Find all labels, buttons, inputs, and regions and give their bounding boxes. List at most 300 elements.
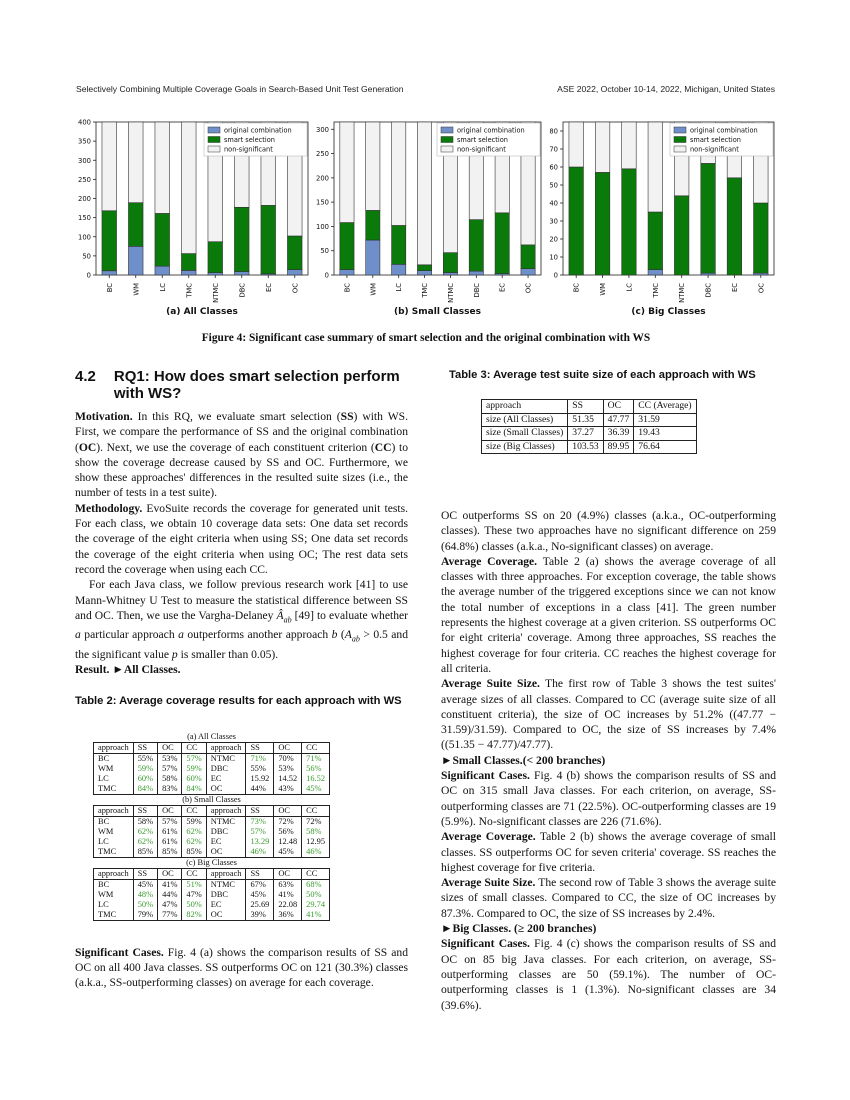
paragraph-significant-cases-big (441, 936, 776, 1012)
y-tick-label: 300 (78, 156, 91, 165)
x-tick-label: OC (757, 283, 766, 294)
table-2-cell: 62% (182, 827, 206, 837)
table-2-cell: 45% (246, 890, 274, 900)
table-2-cell: 59% (133, 764, 157, 774)
table-3-header-cell: approach (482, 400, 568, 414)
chart-subtitle: (a) All Classes (166, 307, 238, 317)
x-tick-label: NTMC (678, 283, 687, 303)
table-3-cell: 47.77 (603, 413, 634, 427)
section-number: 4.2 (75, 368, 96, 385)
legend-swatch (674, 127, 686, 133)
table-2-cell: 60% (133, 774, 157, 784)
paragraph-methodology (75, 501, 408, 577)
x-tick-label: LC (395, 283, 404, 292)
running-header-venue: ASE 2022, October 10-14, 2022, Michigan, United States (557, 84, 775, 94)
legend-swatch (441, 127, 453, 133)
table-2-cell: 83% (158, 784, 182, 795)
text-run: Table 2 (b) shows the average coverage of small classes. SS outperforms OC for seven criteria' coverage. SS reaches the highest coverage for five criteria. (441, 830, 777, 874)
bar-segment-non-significant (417, 122, 431, 265)
table-3-header-cell: SS (568, 400, 603, 414)
running-header-title: Selectively Combining Multiple Coverage Goals in Search-Based Unit Test Generation (76, 84, 404, 94)
right-column (441, 368, 776, 1013)
x-tick-label: EC (730, 283, 739, 293)
bar-segment-smart-selection (234, 207, 249, 271)
table-row (482, 440, 697, 454)
bold-run: OC (78, 440, 97, 454)
chart-subtitle: (b) Small Classes (394, 307, 481, 317)
legend-label: smart selection (690, 136, 741, 144)
legend-label: smart selection (457, 136, 508, 144)
bold-run: ►Big Classes. (≥ 200 branches) (441, 922, 597, 936)
table-3-header-cell: OC (603, 400, 634, 414)
table-2-header-cell: OC (158, 868, 182, 879)
table-2-cell: NTMC (206, 816, 246, 827)
table-2-cell: 73% (246, 816, 274, 827)
bar-segment-smart-selection (595, 172, 610, 275)
table-row (482, 413, 697, 427)
table-2-cell: 68% (302, 879, 330, 890)
table-2-cell: WM (94, 764, 134, 774)
bar-segment-non-significant (392, 122, 406, 225)
table-2-cell: EC (206, 837, 246, 847)
table-2-cell: 12.95 (302, 837, 330, 847)
x-tick-label: DBC (238, 283, 247, 298)
chart-big-classes (543, 112, 776, 322)
table-2-cell: 46% (302, 847, 330, 858)
y-tick-label: 0 (86, 271, 91, 280)
chart-all-classes (76, 112, 310, 322)
table-2-group-title: (a) All Classes (187, 731, 236, 741)
table-2-cell: BC (94, 879, 134, 890)
table-2-cell: 25.69 (246, 900, 274, 910)
table-2-header-cell: OC (158, 742, 182, 753)
y-tick-label: 20 (549, 235, 558, 244)
table-2-header-cell: SS (246, 805, 274, 816)
paragraph-average-coverage-all (441, 554, 776, 676)
y-tick-label: 350 (78, 137, 91, 146)
table-2-cell: TMC (94, 847, 134, 858)
math-variable: a (75, 628, 81, 642)
legend-label: smart selection (224, 136, 275, 144)
table-2-header-cell: SS (133, 868, 157, 879)
text-run: ) to show the coverage decrease caused by SS and OC. Furthermore, we show these approaches' differences in the resulted suite sizes (i.e., the number of tests in a test suite). (75, 440, 408, 500)
table-2-cell: 71% (246, 753, 274, 764)
table-2-cell: 72% (274, 816, 302, 827)
table-2-cell: 56% (302, 764, 330, 774)
table-3-cell: 36.39 (603, 427, 634, 441)
y-tick-label: 200 (316, 174, 329, 183)
bold-run: Motivation. (75, 410, 133, 423)
legend-swatch (208, 137, 220, 143)
bold-run: Significant Cases. (441, 937, 530, 951)
text-run: Fig. 4 (a) shows the comparison results of SS and OC on all 400 Java classes. SS outperforms OC on 121 (30.3%) classes (a.k.a., SS-outperforming classes) on average for each coverage. (75, 945, 408, 990)
table-2-caption: Table 2: Average coverage results for each approach with WS (75, 694, 402, 707)
table-2-header-cell: SS (246, 868, 274, 879)
bar-segment-non-significant (622, 122, 637, 169)
bar-segment-original-combination (181, 270, 196, 275)
bar-segment-smart-selection (128, 203, 143, 247)
legend-swatch (208, 146, 220, 152)
table-2-cell: OC (206, 910, 246, 921)
paragraph-mann-whitney: For each Java class, we follow previous research work [41] to use Mann-Whitney U Test to measure the statistical difference between SS and OC. Then, we use the Vargha-Delaney $Â_{ab}$ [49] to evaluate whether a particular approach a outperforms another approach b ($A_{ab} > 0.5$ and the significant value p is smaller than 0.05). (75, 578, 409, 662)
table-2-cell: 56% (274, 827, 302, 837)
table-2-cell: 84% (182, 784, 206, 795)
table-3-cell: 103.53 (568, 440, 603, 454)
bar-segment-smart-selection (495, 213, 509, 274)
text-run: In this RQ, we evaluate smart selection ( (132, 410, 341, 423)
y-tick-label: 10 (549, 253, 558, 262)
y-tick-label: 70 (549, 145, 558, 154)
bar-segment-original-combination (366, 240, 380, 275)
table-2-cell: 85% (158, 847, 182, 858)
paragraph-motivation (75, 409, 408, 501)
section-title: RQ1: How does smart selection perform with WS? (113, 368, 400, 402)
table-row (94, 764, 330, 774)
table-2-cell: 46% (246, 847, 274, 858)
table-2-cell: 62% (133, 827, 157, 837)
table-2-cell: OC (206, 784, 246, 795)
bar-segment-smart-selection (754, 203, 769, 273)
legend-label: original combination (690, 126, 758, 135)
table-2-header-cell: CC (182, 868, 206, 879)
y-tick-label: 150 (78, 214, 91, 223)
bar-segment-original-combination (128, 246, 143, 275)
x-tick-label: BC (343, 283, 352, 293)
bar-segment-smart-selection (102, 211, 117, 271)
table-2-cell: 53% (158, 753, 182, 764)
text-run: The first row of Table 3 shows the test suites' average sizes of all classes. Compared to CC (average suite size of all constituent criteria), the size of OC increases by 51.2% ((47.77 − 31.59)/31.59). Compared to OC, the size of SS increases by 7.4% ((51.35 − 47.77)/47.77). (441, 677, 776, 752)
legend-swatch (208, 127, 220, 133)
table-2-cell: 36% (274, 910, 302, 921)
table-2-header-cell: OC (274, 742, 302, 753)
y-tick-label: 50 (82, 252, 91, 261)
table-2-header-cell: CC (302, 742, 330, 753)
y-tick-label: 100 (78, 233, 91, 242)
table-2-cell: DBC (206, 764, 246, 774)
table-2-cell: BC (94, 816, 134, 827)
table-2-cell: 48% (133, 890, 157, 900)
bar-segment-original-combination (417, 271, 431, 275)
bar-segment-non-significant (340, 122, 354, 223)
table-2-cell: 59% (182, 764, 206, 774)
bold-run: Average Coverage. (441, 554, 538, 568)
table-2-cell: 45% (133, 879, 157, 890)
x-tick-label: NTMC (211, 283, 220, 303)
table-2-cell: 58% (158, 774, 182, 784)
table-3-header-cell: CC (Average) (634, 400, 696, 414)
bold-run: Average Suite Size. (441, 677, 540, 691)
bar-segment-original-combination (287, 270, 302, 275)
table-3 (481, 399, 697, 454)
legend-swatch (441, 137, 453, 143)
bar-segment-original-combination (469, 271, 483, 275)
table-2-cell: 59% (182, 816, 206, 827)
y-tick-label: 250 (316, 150, 329, 159)
x-tick-label: OC (524, 283, 533, 294)
y-tick-label: 100 (316, 222, 329, 231)
bar-segment-smart-selection (181, 254, 196, 271)
legend-swatch (674, 137, 686, 143)
bar-segment-smart-selection (261, 205, 276, 273)
table-2-cell: OC (206, 847, 246, 858)
table-2-cell: 72% (302, 816, 330, 827)
bar-segment-non-significant (155, 122, 170, 213)
table-2-header-cell: OC (274, 868, 302, 879)
bar-segment-original-combination (521, 269, 535, 275)
table-2-cell: 16.52 (302, 774, 330, 784)
y-tick-label: 300 (316, 125, 329, 134)
table-2-cell: 85% (182, 847, 206, 858)
table-2-cell: 57% (158, 816, 182, 827)
table-2-cell: NTMC (206, 753, 246, 764)
legend-label: non-significant (457, 145, 506, 154)
text-run: Fig. 4 (c) shows the comparison results of SS and OC on 85 big Java classes. For each criterion, on average, SS-outperforming classes are 50 (59.1%). The number of OC-outperforming classes is 1 (1.3%). No-significant classes are 34 (39.6%). (441, 937, 776, 1012)
table-3-cell: 37.27 (568, 427, 603, 441)
bar-segment-smart-selection (622, 169, 637, 275)
table-2-cell: 45% (274, 847, 302, 858)
bar-segment-original-combination (208, 273, 223, 275)
x-tick-label: BC (105, 283, 114, 293)
bar-segment-original-combination (155, 266, 170, 275)
math-variable: p (171, 648, 178, 662)
table-2-cell: NTMC (206, 879, 246, 890)
table-row (94, 900, 330, 910)
math-symbol: $Â_{ab}$ (276, 608, 292, 625)
bar-segment-smart-selection (208, 242, 223, 273)
paragraph-significant-cases-all (75, 945, 408, 991)
table-2-cell: 79% (133, 910, 157, 921)
table-2-header-cell: approach (94, 742, 134, 753)
table-2-cell: 84% (133, 784, 157, 795)
table-3-cell: 51.35 (568, 413, 603, 427)
bold-run: Result. (75, 663, 110, 677)
table-2-header-cell: SS (133, 742, 157, 753)
table-2-header-cell: approach (206, 805, 246, 816)
figure-4 (76, 112, 776, 322)
table-3-cell: 31.59 (634, 413, 696, 427)
legend-label: original combination (224, 126, 292, 135)
bar-segment-non-significant (102, 122, 117, 211)
y-tick-label: 50 (320, 247, 329, 256)
y-tick-label: 0 (553, 271, 558, 280)
table-2-cell: 85% (133, 847, 157, 858)
bold-run: Average Suite Size. (441, 876, 536, 890)
bar-segment-non-significant (569, 122, 584, 167)
y-tick-label: 400 (78, 118, 91, 127)
table-2-cell: LC (94, 837, 134, 847)
table-2-header-cell: OC (274, 805, 302, 816)
table-2-header-cell: CC (182, 805, 206, 816)
bar-segment-smart-selection (417, 265, 431, 271)
x-tick-label: LC (625, 283, 634, 292)
bar-segment-smart-selection (340, 223, 354, 270)
table-2-cell: TMC (94, 910, 134, 921)
table-2-cell: 47% (158, 900, 182, 910)
table-3-cell: size (All Classes) (482, 413, 568, 427)
bold-run: Significant Cases. (75, 945, 164, 959)
math-symbol: $A_{ab}$ (344, 628, 360, 644)
table-row (94, 910, 330, 921)
y-tick-label: 0 (324, 271, 329, 280)
y-tick-label: 250 (78, 175, 91, 184)
table-2-cell: 63% (274, 879, 302, 890)
legend-label: non-significant (690, 145, 739, 154)
x-tick-label: OC (291, 283, 300, 294)
x-tick-label: TMC (185, 283, 194, 298)
paragraph-result (75, 662, 408, 677)
x-tick-label: WM (369, 283, 378, 296)
paragraph-suite-size-all (441, 676, 776, 752)
y-tick-label: 150 (316, 198, 329, 207)
table-2-cell: 44% (246, 784, 274, 795)
bar-segment-original-combination (102, 271, 117, 275)
table-2-header-cell: approach (206, 868, 246, 879)
table-2-cell: EC (206, 900, 246, 910)
table-3-cell: 89.95 (603, 440, 634, 454)
bar-segment-original-combination (443, 273, 457, 275)
table-2-cell: 57% (182, 753, 206, 764)
table-2-cell: 45% (302, 784, 330, 795)
bar-segment-smart-selection (648, 212, 663, 270)
bold-run: Significant Cases. (441, 769, 530, 783)
table-2-group-title: (b) Small Classes (182, 794, 241, 804)
table-2-cell: DBC (206, 890, 246, 900)
text-run: ) with WS. First, we compare the performance of SS and the original combination ( (75, 410, 408, 454)
y-tick-label: 40 (549, 199, 558, 208)
chart-subtitle: (c) Big Classes (631, 307, 706, 317)
bar-segment-smart-selection (521, 245, 535, 269)
table-2-header-cell: approach (94, 805, 134, 816)
table-2-cell: 29.74 (302, 900, 330, 910)
table-row (94, 847, 330, 858)
table-2-cell: 62% (182, 837, 206, 847)
bar-segment-non-significant (366, 122, 380, 210)
table-2-cell: WM (94, 890, 134, 900)
table-2-cell: WM (94, 827, 134, 837)
text-run: Fig. 4 (b) shows the comparison results of SS and OC on 315 small Java classes. For each criterion, on average, SS-outperforming classes are 71 (22.5%). OC-outperforming classes are 19 (5.9%). No-significant classes are 226 (71.6%). (441, 769, 776, 828)
table-2-cell: 77% (158, 910, 182, 921)
x-tick-label: NTMC (446, 283, 455, 303)
x-tick-label: TMC (651, 283, 660, 298)
x-tick-label: EC (264, 283, 273, 293)
x-tick-label: WM (599, 283, 608, 296)
bar-segment-smart-selection (366, 210, 380, 240)
table-row (94, 784, 330, 795)
bar-segment-non-significant (181, 122, 196, 254)
table-2-cell: 50% (182, 900, 206, 910)
heading-small-classes (441, 753, 776, 768)
bar-segment-smart-selection (287, 236, 302, 270)
paragraph-suite-size-small (441, 875, 776, 921)
paragraph-average-coverage-small (441, 829, 776, 875)
math-variable: b (331, 628, 338, 642)
table-2-cell: 70% (274, 753, 302, 764)
text-run: EvoSuite records the coverage for generated unit tests. For each class, we obtain 10 coverage data sets: One data set records the coverage of the eight criteria when using SS; One data set records the coverage of the eight criteria when using OC; The rest data sets record the coverage when using each CC. (75, 501, 408, 576)
table-2-cell: 51% (182, 879, 206, 890)
legend-swatch (441, 146, 453, 152)
table-3-cell: 76.64 (634, 440, 696, 454)
table-2-header-cell: approach (94, 868, 134, 879)
table-2-cell: 50% (133, 900, 157, 910)
table-2-cell: 71% (302, 753, 330, 764)
table-2-cell: 44% (158, 890, 182, 900)
bold-run: ►All Classes. (109, 663, 181, 677)
bar-segment-original-combination (648, 270, 663, 275)
table-2-cell: 13.29 (246, 837, 274, 847)
table-2-cell: 41% (302, 910, 330, 921)
y-tick-label: 60 (549, 163, 558, 172)
table-2-cell: TMC (94, 784, 134, 795)
table-2-group-title: (c) Big Classes (186, 857, 237, 867)
chart-small-classes (310, 112, 543, 322)
table-row (94, 837, 330, 847)
table-2-cell: DBC (206, 827, 246, 837)
table-row (94, 890, 330, 900)
table-row (94, 753, 330, 764)
table-2-cell: BC (94, 753, 134, 764)
bar-segment-original-combination (234, 272, 249, 275)
table-2-cell: 62% (133, 837, 157, 847)
bar-segment-original-combination (340, 270, 354, 275)
bar-segment-non-significant (128, 122, 143, 203)
bar-segment-original-combination (392, 264, 406, 275)
legend-label: non-significant (224, 145, 273, 154)
table-2-header-cell: SS (133, 805, 157, 816)
table-2-cell: 22.08 (274, 900, 302, 910)
bar-segment-smart-selection (443, 253, 457, 273)
table-2-cell: 57% (246, 827, 274, 837)
table-row (94, 827, 330, 837)
table-2-header-cell: CC (182, 742, 206, 753)
text-run: ). Next, we use the coverage of each constituent criterion ( (96, 440, 375, 454)
table-2-cell: 55% (133, 753, 157, 764)
table-2-cell: 15.92 (246, 774, 274, 784)
table-2-cell: 61% (158, 827, 182, 837)
table-3-caption: Table 3: Average test suite size of each approach with WS (449, 369, 756, 381)
table-2-cell: 41% (158, 879, 182, 890)
table-2-cell: 61% (158, 837, 182, 847)
table-2-cell: 57% (158, 764, 182, 774)
left-column (75, 368, 408, 991)
table-2-cell: 41% (274, 890, 302, 900)
y-tick-label: 50 (549, 181, 558, 190)
math-variable: a (178, 628, 184, 642)
x-tick-label: EC (498, 283, 507, 293)
x-tick-label: DBC (704, 283, 713, 298)
paragraph-oc-outperforms: OC outperforms SS on 20 (4.9%) classes (a.k.a., OC-outperforming classes). These two approaches have no significant difference on 259 (64.8%) classes (a.k.a., No-significant classes) on average. (441, 509, 776, 553)
table-2-header-cell: CC (302, 868, 330, 879)
bar-segment-smart-selection (155, 213, 170, 266)
table-2-cell: LC (94, 900, 134, 910)
table-row (94, 879, 330, 890)
bold-run: Methodology. (75, 501, 143, 515)
section-heading (75, 368, 408, 402)
table-row (94, 774, 330, 784)
table-2-cell: EC (206, 774, 246, 784)
table-2-cell: 82% (182, 910, 206, 921)
bar-segment-smart-selection (674, 196, 689, 275)
table-3-cell: size (Big Classes) (482, 440, 568, 454)
bar-segment-smart-selection (569, 167, 584, 275)
x-tick-label: TMC (421, 283, 430, 298)
table-2-cell: 50% (302, 890, 330, 900)
x-tick-label: WM (132, 283, 141, 296)
table-2-cell: 14.52 (274, 774, 302, 784)
x-tick-label: LC (158, 283, 167, 292)
table-2-header-cell: approach (206, 742, 246, 753)
table-2-cell: LC (94, 774, 134, 784)
bar-segment-smart-selection (469, 220, 483, 271)
